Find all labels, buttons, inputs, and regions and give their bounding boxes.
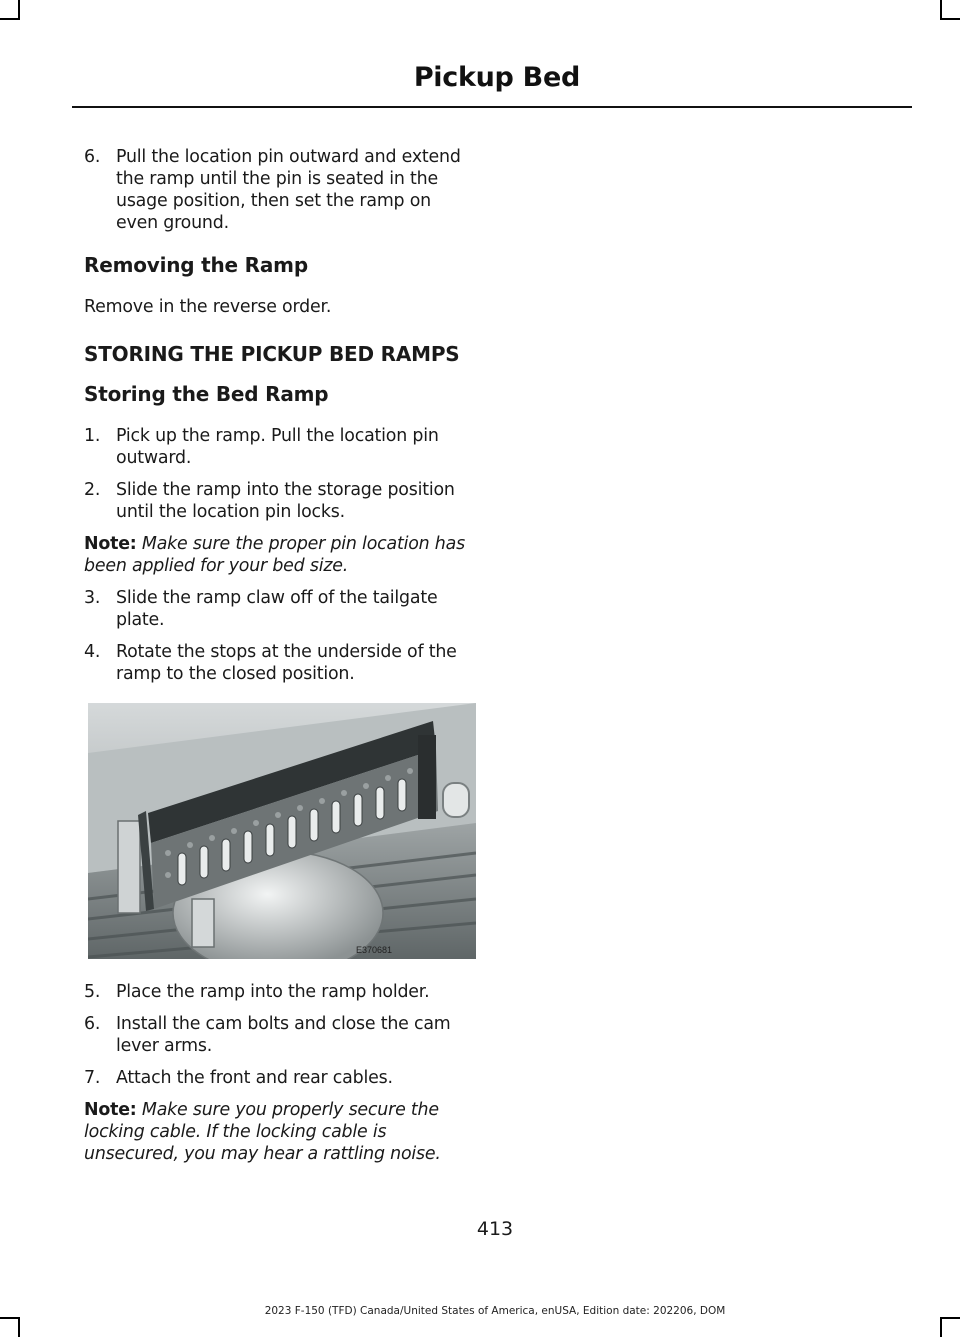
crop-mark xyxy=(18,1317,20,1337)
figure-code: E370681 xyxy=(356,945,393,955)
heading-storing-ramp: Storing the Bed Ramp xyxy=(84,382,329,406)
heading-removing-ramp: Removing the Ramp xyxy=(84,253,308,277)
step-text: Attach the front and rear cables. xyxy=(116,1068,393,1088)
step-number: 5. xyxy=(84,982,101,1002)
crop-mark xyxy=(940,1317,942,1337)
list-item xyxy=(84,1013,476,1057)
content-column xyxy=(84,146,476,1175)
page-footer: 2023 F-150 (TFD) Canada/United States of America, enUSA, Edition date: 202206, DOM xyxy=(264,1305,726,1317)
list-item xyxy=(84,641,476,685)
header-divider xyxy=(72,106,912,108)
note xyxy=(84,533,476,577)
list-item xyxy=(84,425,476,469)
note xyxy=(84,1099,476,1165)
crop-mark xyxy=(940,0,942,20)
step-text: Pick up the ramp. Pull the location pin outward. xyxy=(116,426,439,468)
step-text: Install the cam bolts and close the cam lever arms. xyxy=(116,1014,451,1056)
step-text: Slide the ramp into the storage position until the location pin locks. xyxy=(116,480,455,522)
step-text: Pull the location pin outward and extend the ramp until the pin is seated in the usage position, then set the ramp on even ground. xyxy=(116,147,461,233)
step-number: 6. xyxy=(84,1014,101,1034)
step-number: 3. xyxy=(84,588,101,608)
step-number: 4. xyxy=(84,642,101,662)
crop-mark xyxy=(0,18,20,20)
crop-mark xyxy=(0,1317,20,1319)
list-item xyxy=(84,587,476,631)
step-number: 2. xyxy=(84,480,101,500)
ramp-in-bed-drawing xyxy=(88,703,476,959)
note-text: Make sure the proper pin location has been applied for your bed size. xyxy=(84,534,465,576)
crop-mark xyxy=(940,1317,960,1319)
note-label: Note: xyxy=(84,1100,137,1120)
step-text: Slide the ramp claw off of the tailgate plate. xyxy=(116,588,438,630)
list-item xyxy=(84,1067,476,1089)
ramp-illustration xyxy=(88,703,476,959)
note-text: Make sure you properly secure the locking cable. If the locking cable is unsecured, you may hear a rattling noise. xyxy=(84,1100,441,1164)
paragraph: Remove in the reverse order. xyxy=(84,297,332,317)
note-label: Note: xyxy=(84,534,137,554)
step-number: 1. xyxy=(84,426,101,446)
crop-mark xyxy=(18,0,20,20)
list-item xyxy=(84,981,476,1003)
crop-mark xyxy=(940,18,960,20)
section-heading: STORING THE PICKUP BED RAMPS xyxy=(84,342,460,366)
step-text: Rotate the stops at the underside of the ramp to the closed position. xyxy=(116,642,457,684)
list-item xyxy=(84,146,476,234)
step-number: 7. xyxy=(84,1068,101,1088)
step-number: 6. xyxy=(84,147,101,167)
page-header-title: Pickup Bed xyxy=(413,62,580,93)
step-text: Place the ramp into the ramp holder. xyxy=(116,982,430,1002)
page-number: 413 xyxy=(476,1218,514,1240)
list-item xyxy=(84,479,476,523)
